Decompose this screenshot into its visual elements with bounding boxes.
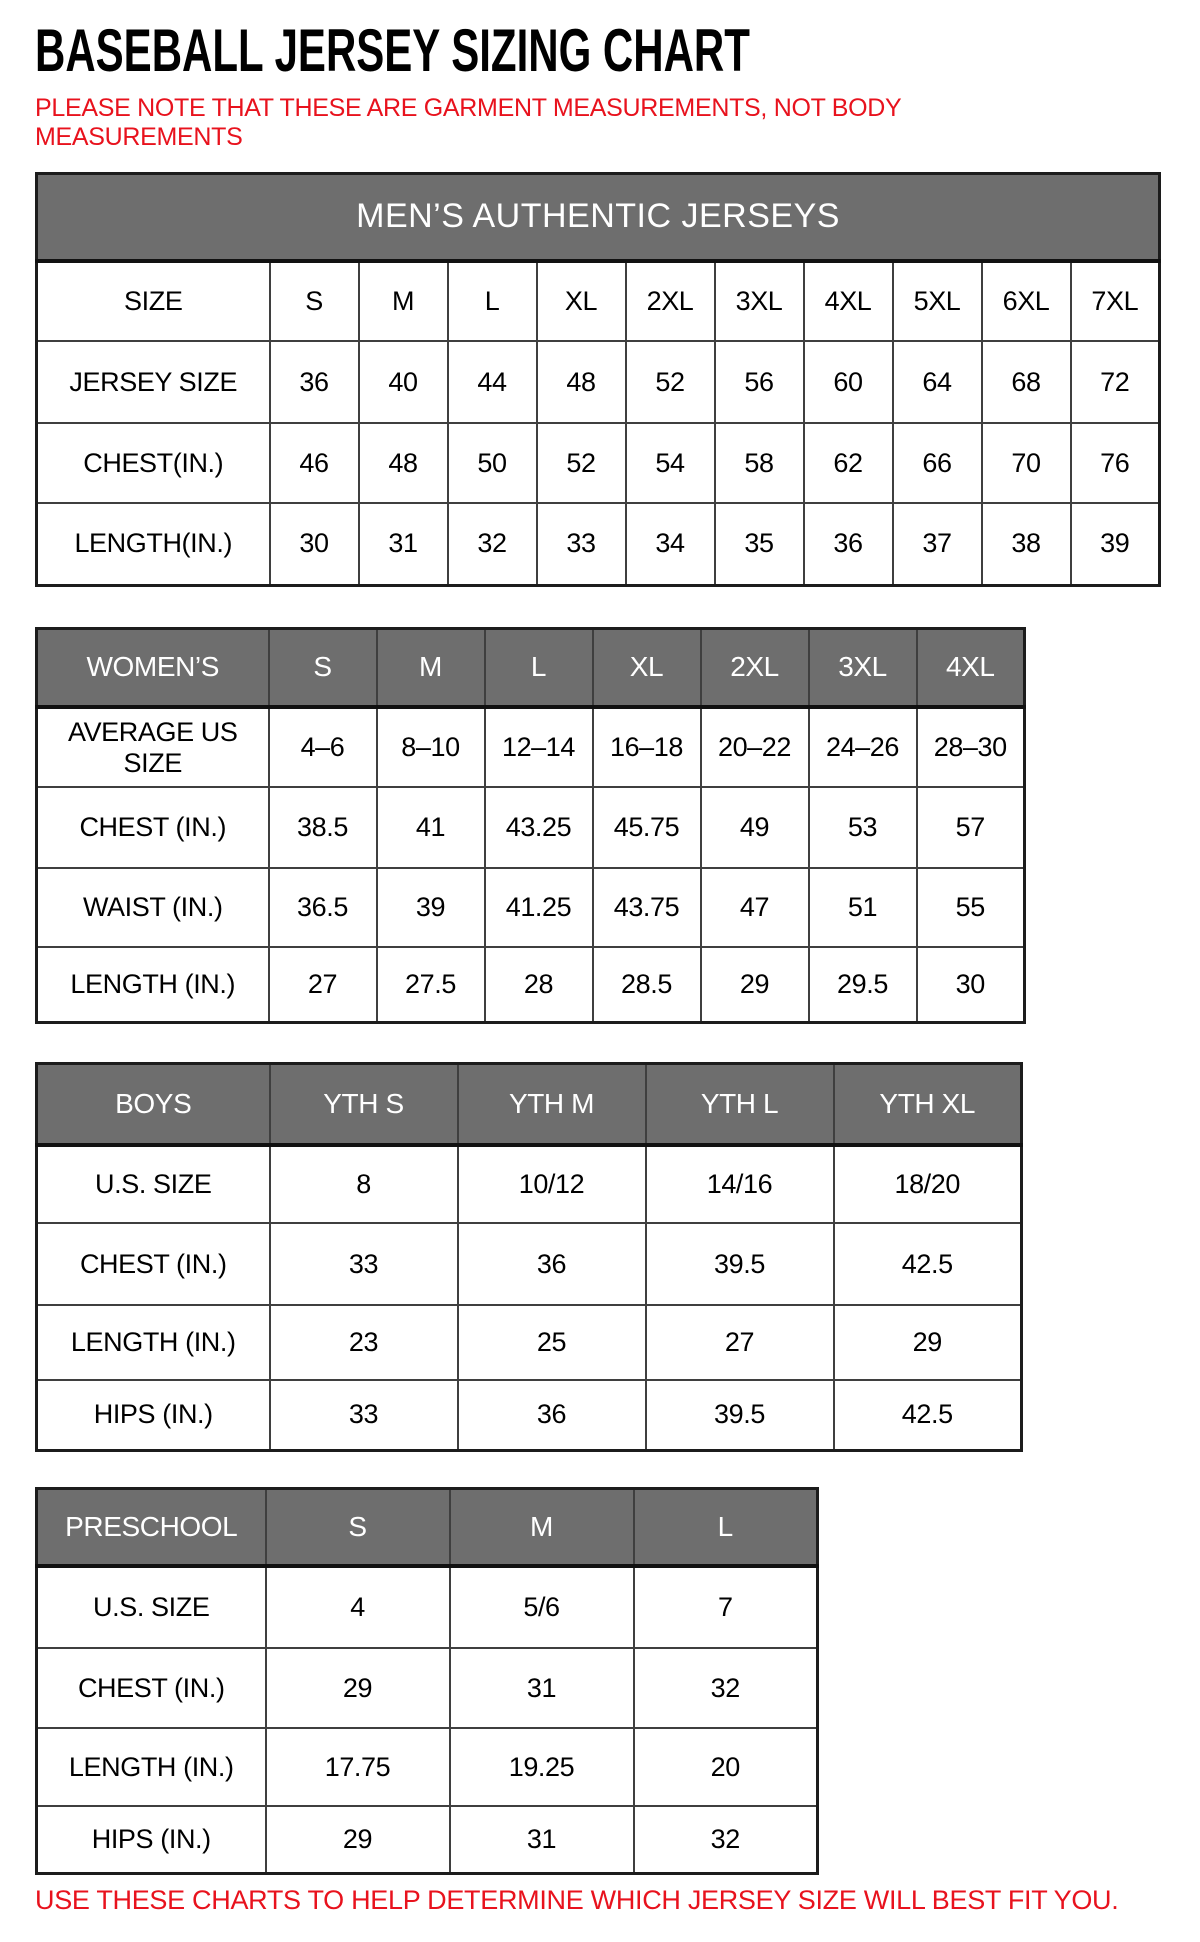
table-cell: 52: [537, 423, 626, 503]
table-cell: 34: [626, 503, 715, 585]
column-header: M: [377, 628, 485, 707]
table-cell: 41.25: [485, 868, 593, 947]
table-cell: 28–30: [917, 707, 1025, 787]
column-header: YTH S: [270, 1063, 458, 1145]
footer-note: USE THESE CHARTS TO HELP DETERMINE WHICH JERSEY SIZE WILL BEST FIT YOU.: [35, 1884, 1119, 1915]
table-cell: 32: [634, 1648, 818, 1728]
column-header: YTH L: [646, 1063, 834, 1145]
table-cell: 66: [893, 423, 982, 503]
boys-header-row: [37, 1063, 1022, 1145]
table-cell: 36.5: [269, 868, 377, 947]
column-header: WOMEN’S: [37, 628, 269, 707]
boys-row-hips: [37, 1380, 1022, 1450]
table-cell: 5/6: [450, 1566, 634, 1648]
table-cell: 49: [701, 787, 809, 868]
table-cell: 33: [537, 503, 626, 585]
table-cell: S: [270, 261, 359, 341]
table-cell: 60: [804, 341, 893, 423]
table-cell: 55: [917, 868, 1025, 947]
table-cell: 44: [448, 341, 537, 423]
row-label: CHEST (IN.): [37, 1648, 266, 1728]
column-header: YTH XL: [834, 1063, 1022, 1145]
table-cell: 5XL: [893, 261, 982, 341]
table-cell: 29: [266, 1806, 450, 1873]
mens-row-size: [37, 261, 1160, 341]
table-cell: 39: [377, 868, 485, 947]
table-cell: 6XL: [982, 261, 1071, 341]
table-cell: 46: [270, 423, 359, 503]
table-cell: 42.5: [834, 1223, 1022, 1305]
column-header: YTH M: [458, 1063, 646, 1145]
row-label: HIPS (IN.): [37, 1380, 270, 1450]
table-cell: 43.25: [485, 787, 593, 868]
table-cell: 8: [270, 1145, 458, 1223]
table-cell: 52: [626, 341, 715, 423]
mens-row-chest: [37, 423, 1160, 503]
row-label: HIPS (IN.): [37, 1806, 266, 1873]
table-cell: 64: [893, 341, 982, 423]
column-header: PRESCHOOL: [37, 1488, 266, 1566]
preschool-row-length: [37, 1728, 818, 1806]
table-cell: M: [359, 261, 448, 341]
preschool-row-chest: [37, 1648, 818, 1728]
table-cell: 10/12: [458, 1145, 646, 1223]
page-title: [35, 16, 1200, 86]
row-label: LENGTH (IN.): [37, 947, 269, 1022]
table-cell: 35: [715, 503, 804, 585]
table-cell: 32: [634, 1806, 818, 1873]
row-label: AVERAGE US SIZE: [37, 707, 269, 787]
garment-measurements-note: PLEASE NOTE THAT THESE ARE GARMENT MEASUREMENTS, NOT BODY MEASUREMENTS: [35, 94, 901, 151]
mens-banner-row: [37, 173, 1160, 261]
column-header: L: [634, 1488, 818, 1566]
boys-row-chest: [37, 1223, 1022, 1305]
table-cell: 72: [1071, 341, 1160, 423]
table-cell: 28.5: [593, 947, 701, 1022]
table-cell: XL: [537, 261, 626, 341]
table-cell: 8–10: [377, 707, 485, 787]
table-cell: 42.5: [834, 1380, 1022, 1450]
table-cell: 33: [270, 1223, 458, 1305]
table-cell: 48: [537, 341, 626, 423]
table-cell: 30: [917, 947, 1025, 1022]
column-header: XL: [593, 628, 701, 707]
table-cell: 32: [448, 503, 537, 585]
table-cell: 14/16: [646, 1145, 834, 1223]
womens-sizing-table: [35, 627, 1026, 1024]
table-cell: 47: [701, 868, 809, 947]
table-cell: 31: [359, 503, 448, 585]
row-label: U.S. SIZE: [37, 1566, 266, 1648]
table-cell: L: [448, 261, 537, 341]
column-header: S: [269, 628, 377, 707]
column-header: BOYS: [37, 1063, 270, 1145]
table-cell: 23: [270, 1305, 458, 1380]
table-cell: 29: [701, 947, 809, 1022]
table-cell: 50: [448, 423, 537, 503]
table-cell: 76: [1071, 423, 1160, 503]
table-cell: 2XL: [626, 261, 715, 341]
column-header: 2XL: [701, 628, 809, 707]
row-label: CHEST(IN.): [37, 423, 270, 503]
table-cell: 38.5: [269, 787, 377, 868]
table-cell: 30: [270, 503, 359, 585]
table-cell: 7: [634, 1566, 818, 1648]
boys-row-us-size: [37, 1145, 1022, 1223]
row-label: WAIST (IN.): [37, 868, 269, 947]
womens-row-length: [37, 947, 1025, 1022]
table-cell: 29: [834, 1305, 1022, 1380]
table-cell: 36: [270, 341, 359, 423]
womens-header-row: [37, 628, 1025, 707]
table-cell: 4XL: [804, 261, 893, 341]
mens-table-banner: MEN’S AUTHENTIC JERSEYS: [37, 173, 1160, 261]
table-cell: 38: [982, 503, 1071, 585]
table-cell: 18/20: [834, 1145, 1022, 1223]
table-cell: 43.75: [593, 868, 701, 947]
table-cell: 48: [359, 423, 448, 503]
table-cell: 17.75: [266, 1728, 450, 1806]
table-cell: 54: [626, 423, 715, 503]
page-title-text: BASEBALL JERSEY SIZING CHART: [35, 17, 750, 84]
table-cell: 36: [458, 1223, 646, 1305]
table-cell: 20: [634, 1728, 818, 1806]
mens-row-length: [37, 503, 1160, 585]
womens-row-average-us-size: [37, 707, 1025, 787]
table-cell: 19.25: [450, 1728, 634, 1806]
table-cell: 39: [1071, 503, 1160, 585]
table-cell: 57: [917, 787, 1025, 868]
table-cell: 56: [715, 341, 804, 423]
table-cell: 33: [270, 1380, 458, 1450]
table-cell: 24–26: [809, 707, 917, 787]
womens-row-chest: [37, 787, 1025, 868]
table-cell: 25: [458, 1305, 646, 1380]
column-header: 4XL: [917, 628, 1025, 707]
preschool-row-us-size: [37, 1566, 818, 1648]
row-label: CHEST (IN.): [37, 1223, 270, 1305]
row-label: LENGTH (IN.): [37, 1305, 270, 1380]
row-label: LENGTH (IN.): [37, 1728, 266, 1806]
table-cell: 36: [804, 503, 893, 585]
column-header: M: [450, 1488, 634, 1566]
table-cell: 39.5: [646, 1223, 834, 1305]
preschool-row-hips: [37, 1806, 818, 1873]
table-cell: 31: [450, 1806, 634, 1873]
table-cell: 40: [359, 341, 448, 423]
mens-sizing-table: [35, 172, 1161, 587]
table-cell: 29: [266, 1648, 450, 1728]
column-header: L: [485, 628, 593, 707]
column-header: S: [266, 1488, 450, 1566]
table-cell: 12–14: [485, 707, 593, 787]
preschool-sizing-table: [35, 1487, 819, 1875]
preschool-header-row: [37, 1488, 818, 1566]
table-cell: 28: [485, 947, 593, 1022]
table-cell: 20–22: [701, 707, 809, 787]
table-cell: 27.5: [377, 947, 485, 1022]
table-cell: 4–6: [269, 707, 377, 787]
womens-row-waist: [37, 868, 1025, 947]
table-cell: 41: [377, 787, 485, 868]
table-cell: 36: [458, 1380, 646, 1450]
table-cell: 7XL: [1071, 261, 1160, 341]
row-label: LENGTH(IN.): [37, 503, 270, 585]
table-cell: 16–18: [593, 707, 701, 787]
column-header: 3XL: [809, 628, 917, 707]
table-cell: 39.5: [646, 1380, 834, 1450]
table-cell: 29.5: [809, 947, 917, 1022]
table-cell: 62: [804, 423, 893, 503]
boys-sizing-table: [35, 1062, 1023, 1452]
table-cell: 68: [982, 341, 1071, 423]
table-cell: 27: [646, 1305, 834, 1380]
row-label: JERSEY SIZE: [37, 341, 270, 423]
row-label: CHEST (IN.): [37, 787, 269, 868]
row-label: SIZE: [37, 261, 270, 341]
table-cell: 58: [715, 423, 804, 503]
table-cell: 51: [809, 868, 917, 947]
table-cell: 27: [269, 947, 377, 1022]
mens-row-jersey-size: [37, 341, 1160, 423]
table-cell: 45.75: [593, 787, 701, 868]
table-cell: 4: [266, 1566, 450, 1648]
table-cell: 70: [982, 423, 1071, 503]
row-label: U.S. SIZE: [37, 1145, 270, 1223]
table-cell: 31: [450, 1648, 634, 1728]
table-cell: 37: [893, 503, 982, 585]
table-cell: 3XL: [715, 261, 804, 341]
table-cell: 53: [809, 787, 917, 868]
boys-row-length: [37, 1305, 1022, 1380]
